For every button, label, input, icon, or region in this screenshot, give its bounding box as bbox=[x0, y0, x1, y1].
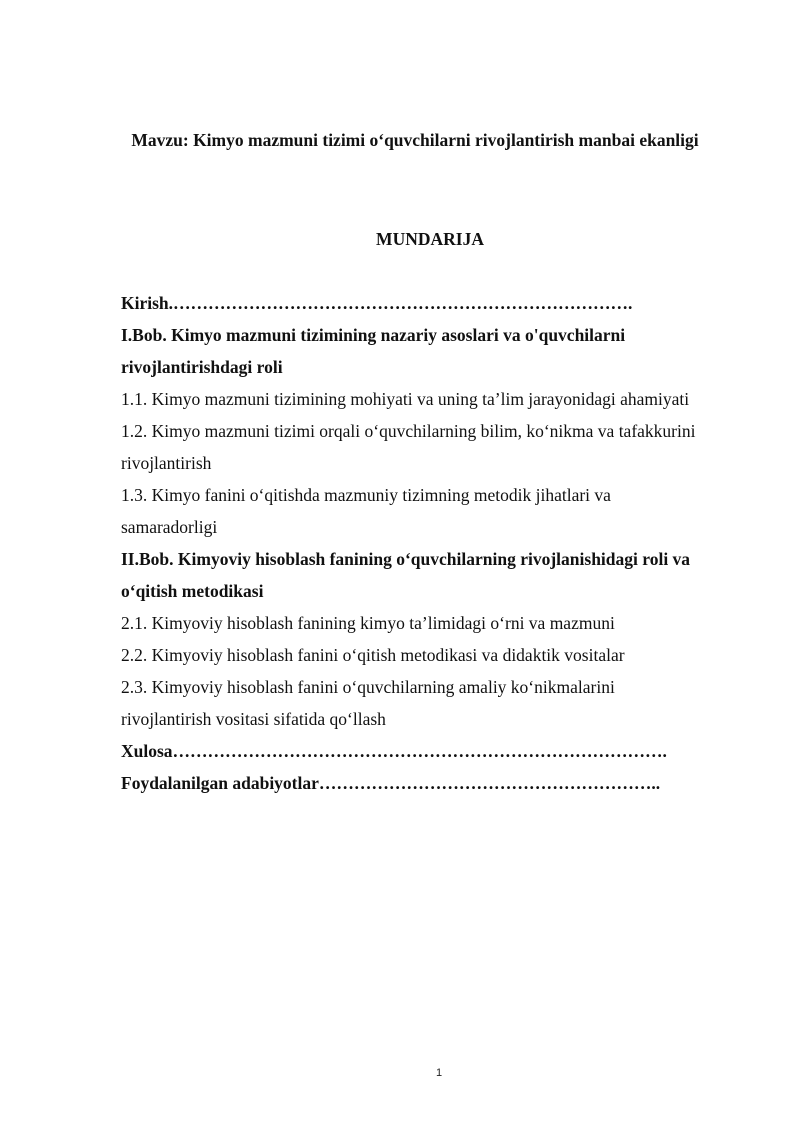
table-of-contents bbox=[121, 287, 761, 799]
toc-line: rivojlantirish vositasi sifatida qo‘llash bbox=[121, 709, 386, 729]
toc-line: 2.3. Kimyoviy hisoblash fanini o‘quvchilarning amaliy ko‘nikmalarini bbox=[121, 677, 615, 697]
toc-heading: MUNDARIJA bbox=[376, 229, 484, 249]
toc-line: rivojlantirishdagi roli bbox=[121, 357, 283, 377]
toc-line: samaradorligi bbox=[121, 517, 218, 537]
toc-line: Foydalanilgan adabiyotlar………………………………………………….. bbox=[121, 773, 661, 793]
toc-line: II.Bob. Kimyoviy hisoblash fanining o‘quvchilarning rivojlanishidagi roli va bbox=[121, 549, 691, 569]
toc-line: 1.2. Kimyo mazmuni tizimi orqali o‘quvchilarning bilim, ko‘nikma va tafakkurini bbox=[121, 421, 696, 441]
toc-line: o‘qitish metodikasi bbox=[121, 581, 264, 601]
toc-line: I.Bob. Kimyo mazmuni tizimining nazariy asoslari va o'quvchilarni bbox=[121, 325, 626, 345]
document-topic: Mavzu: Kimyo mazmuni tizimi o‘quvchilarni rivojlantirish manbai ekanligi bbox=[131, 130, 699, 150]
toc-line: Xulosa…………………………………………………………………………. bbox=[121, 741, 667, 761]
toc-line: 2.2. Kimyoviy hisoblash fanini o‘qitish metodikasi va didaktik vositalar bbox=[121, 645, 625, 665]
page-number: 1 bbox=[435, 1067, 443, 1079]
toc-line: 1.1. Kimyo mazmuni tizimining mohiyati va uning ta’lim jarayonidagi ahamiyati bbox=[121, 389, 690, 409]
toc-line: 1.3. Kimyo fanini o‘qitishda mazmuniy tizimning metodik jihatlari va bbox=[121, 485, 611, 505]
toc-line: 2.1. Kimyoviy hisoblash fanining kimyo ta’limidagi o‘rni va mazmuni bbox=[121, 613, 615, 633]
toc-line: rivojlantirish bbox=[121, 453, 212, 473]
toc-line: Kirish.……………………………………………………………………. bbox=[121, 293, 633, 313]
